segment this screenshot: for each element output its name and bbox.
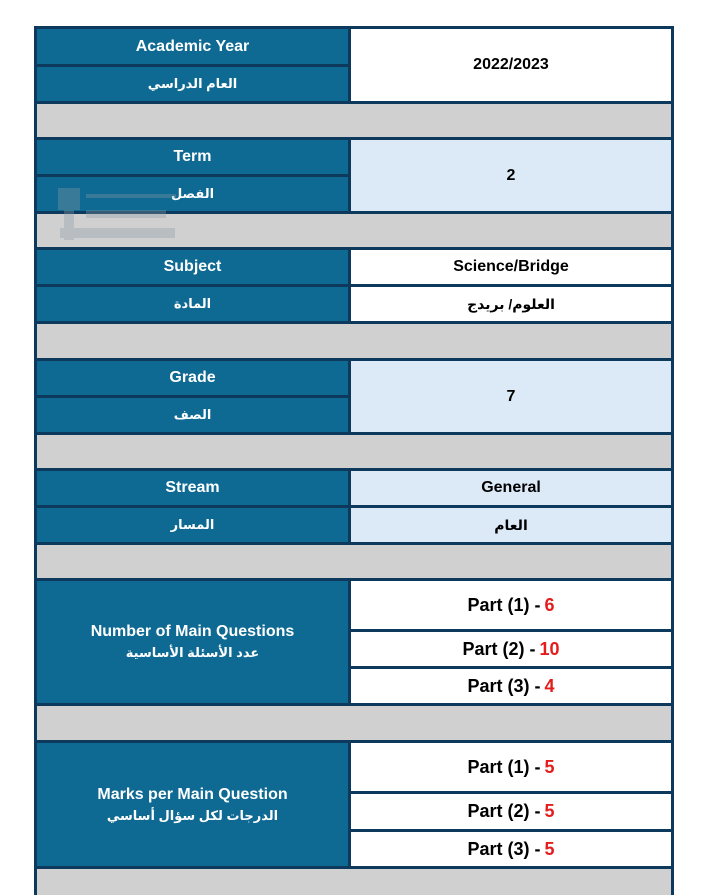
- main-questions-part-1: [351, 581, 671, 629]
- academic-year-value: 2022/2023: [351, 29, 671, 101]
- grade-value: 7: [351, 361, 671, 432]
- row-spacer: [37, 324, 671, 358]
- part-label: Part (2) -: [462, 638, 536, 659]
- stream-label: Stream: [37, 471, 348, 505]
- part-marks: 5: [544, 756, 555, 777]
- part-label: Part (1) -: [467, 756, 541, 777]
- row-spacer: [37, 214, 671, 247]
- grade-label-ar: الصف: [37, 398, 348, 432]
- stream-value: General: [351, 471, 671, 505]
- part-label: Part (3) -: [467, 838, 541, 859]
- main-questions-part-3: [351, 669, 671, 703]
- exam-info-table: [34, 26, 674, 895]
- marks-per-question-label-ar: الدرجات لكل سؤال أساسي: [106, 807, 279, 823]
- subject-label-ar: المادة: [37, 287, 348, 321]
- part-label: Part (2) -: [467, 801, 541, 821]
- grade-label: Grade: [37, 361, 348, 395]
- main-questions-label-ar: عدد الأسئلة الأساسية: [125, 645, 260, 660]
- marks-part-3: [351, 832, 671, 866]
- row-spacer: [37, 104, 671, 137]
- term-value: 2: [351, 140, 671, 211]
- marks-per-question-label: [37, 743, 348, 866]
- term-label-ar: الفصل: [37, 177, 348, 211]
- row-spacer: [37, 435, 671, 468]
- main-questions-label-en: Number of Main Questions: [90, 623, 295, 640]
- academic-year-label-ar: العام الدراسي: [37, 67, 348, 101]
- row-spacer: [37, 869, 671, 895]
- marks-part-1: [351, 743, 671, 791]
- stream-label-ar: المسار: [37, 508, 348, 542]
- subject-label: Subject: [37, 250, 348, 284]
- part-label: Part (1) -: [467, 594, 541, 615]
- academic-year-label: Academic Year: [37, 29, 348, 64]
- row-spacer: [37, 545, 671, 578]
- part-count: 10: [539, 638, 560, 659]
- row-spacer: [37, 706, 671, 740]
- part-label: Part (3) -: [467, 675, 541, 696]
- main-questions-part-2: [351, 632, 671, 666]
- main-questions-label: [37, 581, 348, 703]
- marks-per-question-label-en: Marks per Main Question: [97, 785, 288, 803]
- part-count: 6: [544, 594, 555, 615]
- subject-value-ar: العلوم/ بريدج: [351, 287, 671, 321]
- stream-value-ar: العام: [351, 508, 671, 542]
- part-count: 4: [544, 675, 555, 696]
- part-marks: 5: [544, 801, 555, 821]
- term-label: Term: [37, 140, 348, 174]
- part-marks: 5: [544, 838, 555, 859]
- marks-part-2: [351, 794, 671, 829]
- subject-value: Science/Bridge: [351, 250, 671, 284]
